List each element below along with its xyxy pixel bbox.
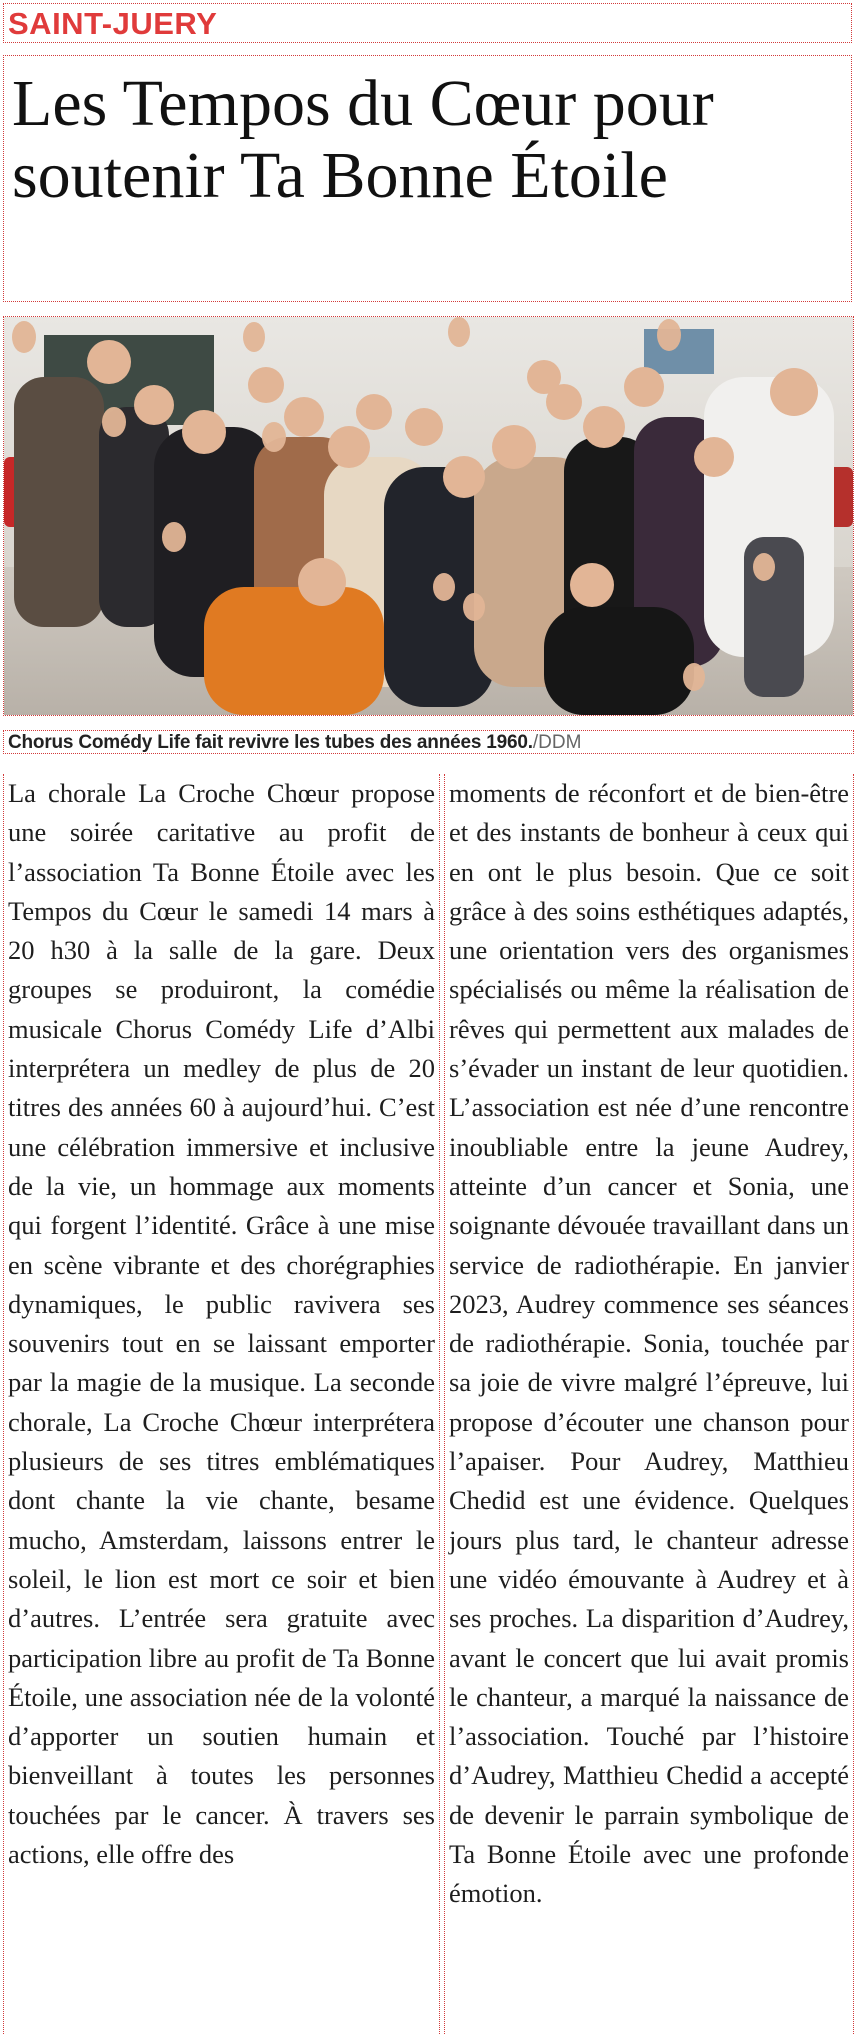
headline-container bbox=[3, 55, 852, 302]
choir-group-photo-illustration bbox=[4, 317, 853, 715]
article-headline: Les Tempos du Cœur pour soutenir Ta Bonne Étoile bbox=[12, 67, 714, 212]
group-photo bbox=[3, 316, 854, 716]
article-column-right bbox=[444, 774, 854, 2034]
photo-caption-box bbox=[3, 730, 854, 754]
section-kicker: SAINT-JUERY bbox=[3, 3, 852, 43]
article-text-right: moments de réconfort et de bien-être et des instants de bonheur à ceux qui en ont le plus besoin. Que ce soit grâce à des soins esthétiques adaptés, une orientation vers des organismes spécialisés ou même la réalisation de rêves qui permettent aux malades de s’évader un instant de leur quotidien. L’association est née d’une rencontre inoubliable entre la jeune Audrey, atteinte d’un cancer et Sonia, une soignante dévouée travaillant dans un service de radiothérapie. En janvier 2023, Audrey commence ses séances de radiothérapie. Sonia, touchée par sa joie de vivre malgré l’épreuve, lui propose d’écouter une chanson pour l’apaiser. Pour Audrey, Matthieu Chedid est une évidence. Quelques jours plus tard, le chanteur adresse une vidéo émouvante à Audrey et à ses proches. La disparition d’Audrey, avant le concert que lui avait promis le chanteur, a marqué la naissance de l’association. Touché par l’histoire d’Audrey, Matthieu Chedid a accepté de devenir le parrain symbolique de Ta Bonne Étoile avec une profonde émotion. bbox=[449, 778, 849, 1909]
photo-credit: /DDM bbox=[532, 732, 582, 753]
article-text-left: La chorale La Croche Chœur propose une soirée caritative au profit de l’association Ta Bonne Étoile avec les Tempos du Cœur le samedi 14 mars à 20 h30 à la salle de la gare. Deux groupes se produiront, la comédie musicale Chorus Comédy Life d’Albi interprétera un medley de plus de 20 titres des années 60 à aujourd’hui. C’est une célébration immersive et inclusive de la vie, un hommage aux moments qui forgent l’identité. Grâce à une mise en scène vibrante et des chorégraphies dynamiques, le public ravivera ses souvenirs tout en se laissant emporter par la magie de la musique. La seconde chorale, La Croche Chœur interprétera plusieurs de ses titres emblématiques dont chante la vie chante, besame mucho, Amsterdam, laissons entrer le soleil, le lion est mort ce soir et bien d’autres. L’entrée sera gratuite avec participation libre au profit de Ta Bonne Étoile, une association née de la volonté d’apporter un soutien humain et bienveillant à toutes les personnes touchées par le cancer. À travers ses actions, elle offre des bbox=[8, 778, 435, 1870]
photo-caption: Chorus Comédy Life fait revivre les tubes des années 1960. bbox=[8, 732, 533, 753]
article-column-left bbox=[3, 774, 440, 2034]
